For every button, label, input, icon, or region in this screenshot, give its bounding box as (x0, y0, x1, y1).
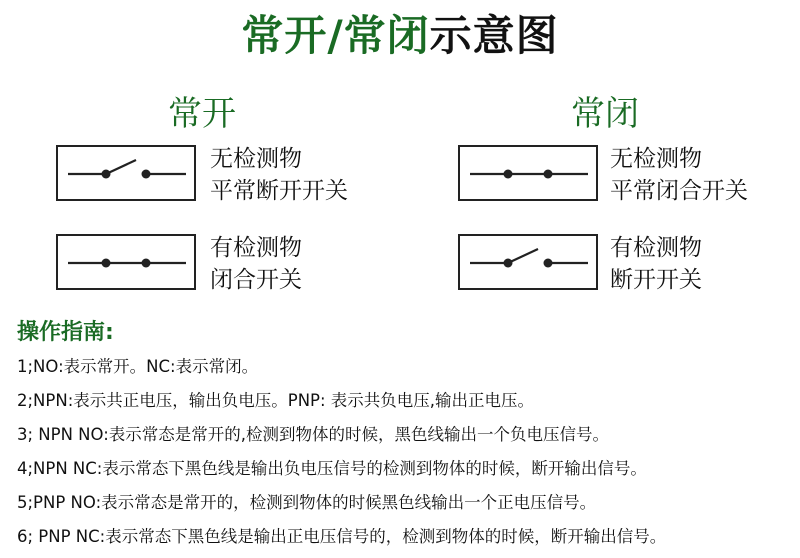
switch-symbol-graphic (460, 147, 600, 203)
guide-step: 5;PNP NO:表示常态是常开的，检测到物体的时候黑色线输出一个正电压信号。 (17, 493, 597, 512)
guide-step: 3; NPN NO:表示常态是常开的,检测到物体的时候，黑色线输出一个负电压信号。 (17, 425, 610, 444)
switch-contact-right (142, 259, 151, 268)
guide-step: 6; PNP NC:表示常态下黑色线是输出正电压信号的，检测到物体的时候，断开输出信号。 (17, 527, 667, 546)
switch-symbol-graphic (460, 236, 600, 292)
switch-contact-right (544, 259, 553, 268)
heading-normally-closed: 常闭 (571, 94, 639, 134)
title-green-part: 常开/常闭 (241, 11, 430, 60)
switch-contact-right (142, 170, 151, 179)
heading-normally-open: 常开 (168, 94, 236, 134)
desc-no-object-normally-closed (610, 143, 748, 207)
switch-symbol-closed (56, 234, 196, 290)
desc-line: 断开开关 (610, 267, 702, 293)
desc-line: 闭合开关 (210, 267, 302, 293)
desc-line: 平常闭合开关 (610, 178, 748, 204)
switch-blade (106, 160, 136, 174)
title-black-part: 示意图 (429, 11, 559, 60)
switch-symbol-closed (458, 145, 598, 201)
switch-contact-left (102, 259, 111, 268)
desc-line: 有检测物 (610, 235, 702, 261)
switch-blade (508, 249, 538, 263)
switch-contact-left (102, 170, 111, 179)
guide-step: 1;NO:表示常开。NC:表示常闭。 (17, 357, 259, 376)
switch-symbol-graphic (58, 147, 198, 203)
desc-line: 无检测物 (210, 146, 302, 172)
guide-heading: 操作指南: (17, 320, 114, 345)
switch-contact-left (504, 259, 513, 268)
guide-step: 2;NPN:表示共正电压，输出负电压。PNP: 表示共负电压,输出正电压。 (17, 391, 535, 410)
desc-object-closed (210, 232, 302, 296)
desc-line: 平常断开开关 (210, 178, 348, 204)
switch-contact-right (544, 170, 553, 179)
guide-step: 4;NPN NC:表示常态下黑色线是输出负电压信号的检测到物体的时候，断开输出信号。 (17, 459, 647, 478)
switch-symbol-open (458, 234, 598, 290)
desc-object-open (610, 232, 702, 296)
desc-line: 有检测物 (210, 235, 302, 261)
switch-symbol-graphic (58, 236, 198, 292)
guide-steps (17, 350, 797, 554)
switch-symbol-open (56, 145, 196, 201)
switch-contact-left (504, 170, 513, 179)
desc-line: 无检测物 (610, 146, 702, 172)
page-title (0, 8, 800, 64)
desc-no-object-normally-open (210, 143, 348, 207)
